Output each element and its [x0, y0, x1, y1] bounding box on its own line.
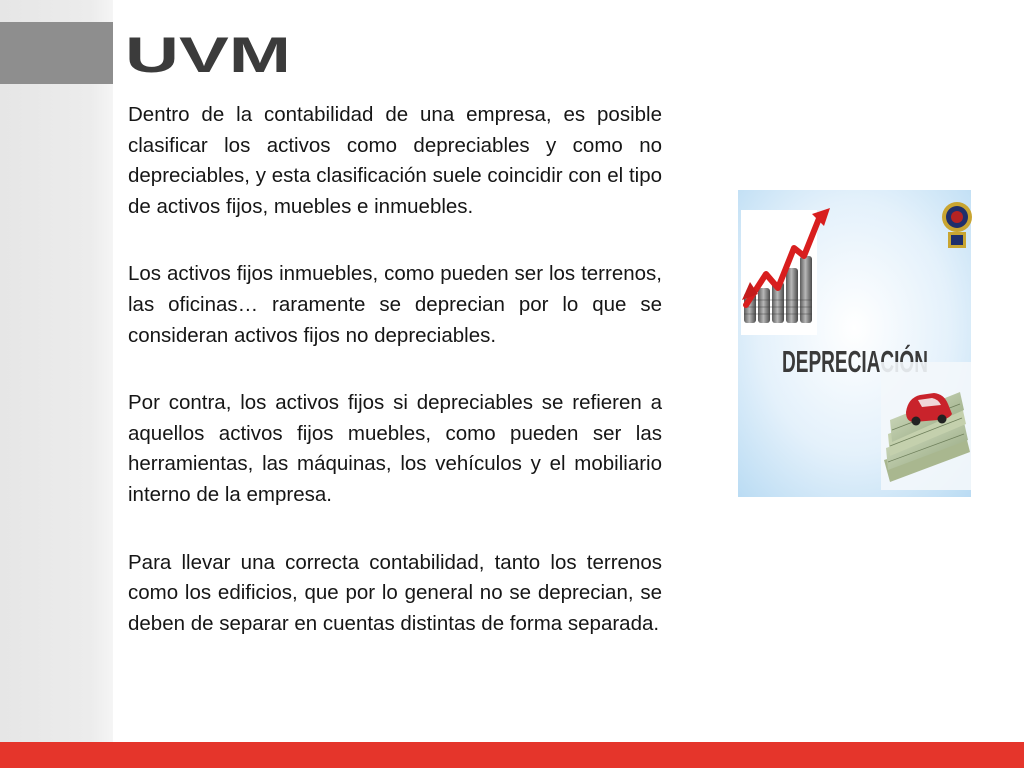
body-text: [128, 100, 662, 676]
logo-text: UVM: [125, 27, 291, 83]
depreciation-illustration: [738, 190, 1020, 497]
paragraph-2: Los activos fijos inmuebles, como pueden ser los terrenos, las oficinas… raramente se deprecian por lo que se consideran activos fijos no depreciables.: [128, 262, 662, 347]
paragraph-4: Para llevar una correcta contabilidad, tanto los terrenos como los edificios, que por lo general no se deprecian, se deben de separar en cuentas distintas de forma separada.: [128, 550, 662, 635]
uvm-logo: [125, 27, 295, 83]
money-stack-icon: [881, 362, 971, 490]
picture-caption: DEPRECIACIÓN: [782, 344, 1020, 379]
paragraph-3: Por contra, los activos fijos si depreciables se refieren a aquellos activos fijos muebles, como pueden ser las herramientas, las máquinas, los vehículos y el mobiliario interno de la empresa.: [128, 391, 662, 506]
side-band: [0, 0, 113, 742]
bottom-accent-bar: [0, 742, 1024, 768]
paragraph-1: Dentro de la contabilidad de una empresa, es posible clasificar los activos como depreciables y como no depreciables, y esta clasificación suele coincidir con el tipo de activos fijos, muebles e inmuebles.: [128, 103, 662, 218]
header-bar: [0, 22, 113, 84]
